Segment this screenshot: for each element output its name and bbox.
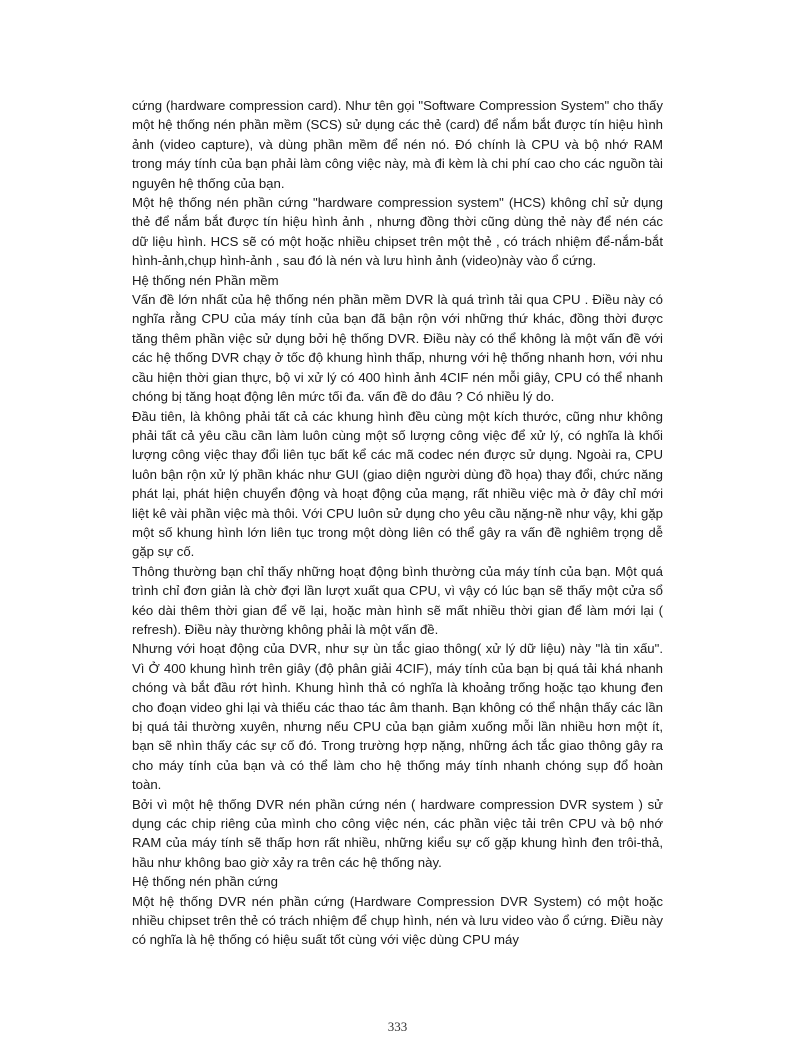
section-heading: Hệ thống nén Phần mềm [132,272,279,288]
section-heading: Hệ thống nén phần cứng [132,874,278,890]
paragraph: Nhưng với hoạt động của DVR, như sự ùn tắc giao thông( xử lý dữ liệu) này "là tin xấu". Vì Ở 400 khung hình trên giây (độ phân giải 4CIF), máy tính của bạn bị quá tải khá nhanh chóng và bắt đầu rớt hình. Khung hình thả có nghĩa là khoảng trống hoặc tạo khung đen cho đoạn video ghi lại và thiếu các thao tác âm thanh. Bạn không có thể nhận thấy các lần bị quá tải thường xuyên, nhưng nếu CPU của bạn giảm xuống mỗi lần nhiều hơn một ít, bạn sẽ nhìn thấy các sự cố đó. Trong trường hợp nặng, những ách tắc giao thông gây ra cho máy tính của bạn và có thể làm cho hệ thống máy tính nhanh chóng sụp đổ hoàn toàn. [132,641,663,793]
paragraph: cứng (hardware compression card). Như tên gọi "Software Compression System" cho thấy một hệ thống nén phần mềm (SCS) sử dụng các thẻ (card) để nắm bắt được tín hiệu hình ảnh (video capture), và dùng phần mềm để nén nó. Đó chính là CPU và bộ nhớ RAM trong máy tính của bạn phải làm công việc này, mà đi kèm là chi phí cao cho các nguồn tài nguyên hệ thống của bạn. [132,98,663,191]
paragraph: Vấn đề lớn nhất của hệ thống nén phần mềm DVR là quá trình tải qua CPU . Điều này có nghĩa rằng CPU của máy tính của bạn đã bận rộn với những thứ khác, đồng thời được tăng thêm phần việc sử dụng bởi hệ thống DVR. Điều này có thể không là một vấn đề với các hệ thống DVR chạy ở tốc độ khung hình thấp, nhưng với hệ thống nhanh hơn, với nhu cầu hiện thời gian thực, bộ vi xử lý có 400 hình ảnh 4CIF nén mỗi giây, CPU có thể nhanh chóng bị tăng hoạt động lên mức tối đa. vấn đề do đâu ? Có nhiều lý do. [132,292,663,405]
paragraph: Đầu tiên, là không phải tất cả các khung hình đều cùng một kích thước, cũng như không phải tất cả yêu cầu cần làm luôn cùng một số lượng công việc để xử lý, có nghĩa là khối lượng công việc thay đổi liên tục bất kể các mã codec nén được sử dụng. Ngoài ra, CPU luôn bận rộn xử lý phần khác như GUI (giao diện người dùng đồ họa) thay đổi, chức năng phát lại, phát hiện chuyển động và hoạt động của mạng, rất nhiều việc mà ở đây chỉ mới liệt kê vài phần việc mà thôi. Với CPU luôn sử dụng cho yêu cầu nặng-nề như vậy, khi gặp một số khung hình lớn liên tục trong một dòng liên có thể gây ra vấn đề nghiêm trọng dễ gặp sự cố. [132,408,663,560]
paragraph: Một hệ thống DVR nén phần cứng (Hardware Compression DVR System) có một hoặc nhiều chipset trên thẻ có trách nhiệm để chụp hình, nén và lưu video vào ổ cứng. Điều này có nghĩa là hệ thống có hiệu suất tốt cùng với việc dùng CPU máy [132,893,663,948]
paragraph: Bởi vì một hệ thống DVR nén phần cứng nén ( hardware compression DVR system ) sử dụng các chip riêng của mình cho công việc nén, các phần việc tải trên CPU và bộ nhớ RAM của máy tính sẽ thấp hơn rất nhiều, những kiểu sự cố gặp khung hình đen trôi-thả, hầu như không bao giờ xảy ra trên các hệ thống này. [132,796,663,870]
document-body [132,96,663,950]
page-number: 333 [387,1019,408,1034]
paragraph: Thông thường bạn chỉ thấy những hoạt động bình thường của máy tính của bạn. Một quá trình chỉ đơn giản là chờ đợi lần lượt xuất qua CPU, vì vậy có lúc bạn sẽ thấy một cửa sổ kéo dài thêm thời gian để vẽ lại, hoặc màn hình sẽ mất nhiều thời gian để làm mới lại ( refresh). Điều này thường không phải là một vấn đề. [132,563,663,637]
paragraph: Một hệ thống nén phần cứng "hardware compression system" (HCS) không chỉ sử dụng thẻ để nắm bắt được tín hiệu hình ảnh , nhưng đồng thời cũng dùng thẻ này để nén các dữ liệu hình. HCS sẽ có một hoặc nhiều chipset trên một thẻ , có trách nhiệm để-nắm-bắt hình-ảnh,chụp hình-ảnh , sau đó là nén và lưu hình ảnh (video)này vào ổ cứng. [132,195,663,269]
